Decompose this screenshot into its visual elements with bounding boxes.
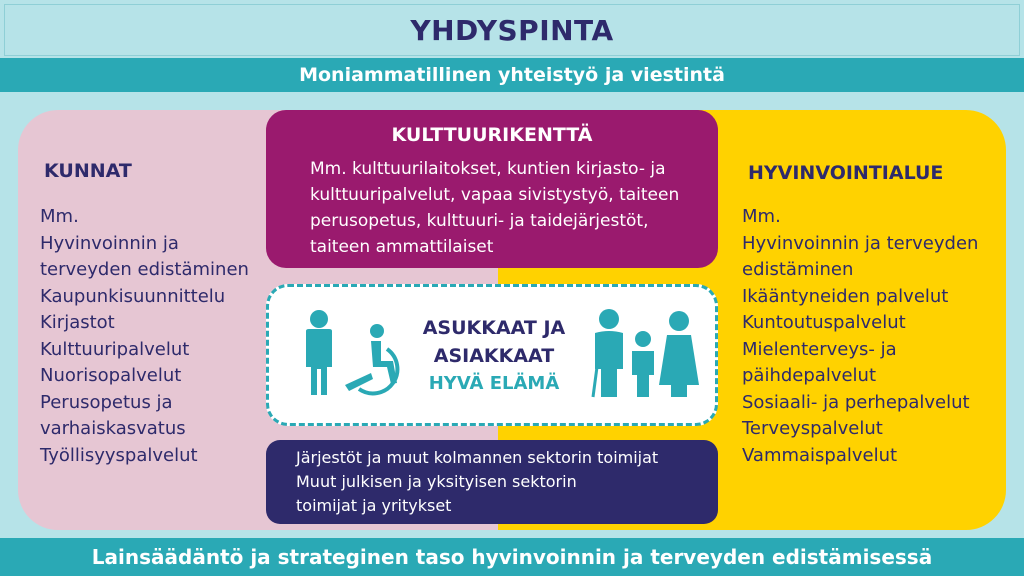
hyvinvointialue-item: Mielenterveys- ja: [742, 338, 897, 360]
jarjestot-box: [266, 440, 718, 524]
kunnat-item: varhaiskasvatus: [40, 418, 186, 439]
residents-line1: ASUKKAAT JA: [422, 317, 566, 339]
wheelchair-user-icon: [341, 323, 411, 397]
kunnat-title: KUNNAT: [44, 160, 132, 182]
good-life-label: HYVÄ ELÄMÄ: [428, 373, 560, 394]
hyvinvointialue-item: Mm.: [742, 206, 781, 227]
kunnat-item: Kulttuuripalvelut: [40, 338, 190, 360]
kunnat-item: Kaupunkisuunnittelu: [40, 285, 226, 307]
jarjestot-line: Järjestöt ja muut kolmannen sektorin toimijat: [296, 448, 659, 467]
bottom-band: Lainsäädäntö ja strateginen taso hyvinvoinnin ja terveyden edistämisessä: [0, 538, 1024, 576]
kunnat-item: Nuorisopalvelut: [40, 365, 182, 386]
hyvinvointialue-item: Terveyspalvelut: [742, 418, 883, 439]
kunnat-list: [40, 204, 249, 469]
hyvinvointialue-item: Hyvinvoinnin ja terveyden: [742, 232, 979, 254]
diagram-title: YHDYSPINTA: [410, 13, 614, 47]
kunnat-item: terveyden edistäminen: [40, 259, 249, 280]
hyvinvointialue-title: HYVINVOINTIALUE: [748, 162, 944, 184]
kulttuurikentta-line: taiteen ammattilaiset: [310, 237, 494, 257]
kunnat-item: Perusopetus ja: [40, 391, 173, 413]
kulttuurikentta-box: [266, 110, 718, 268]
jarjestot-line: toimijat ja yritykset: [296, 496, 452, 515]
hyvinvointialue-item: edistäminen: [742, 259, 854, 280]
hyvinvointialue-item: päihdepalvelut: [742, 365, 877, 386]
hyvinvointialue-item: Sosiaali- ja perhepalvelut: [742, 391, 970, 413]
hyvinvointialue-item: Vammaispalvelut: [742, 444, 898, 466]
residents-box: [266, 284, 718, 426]
kulttuurikentta-line: perusopetus, kulttuuri- ja taidejärjestöt,: [310, 211, 649, 231]
top-band: Moniammatillinen yhteistyö ja viestintä: [0, 58, 1024, 92]
hyvinvointialue-list: [742, 204, 978, 469]
kulttuurikentta-text: [310, 156, 710, 260]
kunnat-item: Mm.: [40, 206, 79, 227]
kunnat-item: Kirjastot: [40, 312, 115, 333]
jarjestot-text: [296, 446, 711, 518]
hyvinvointialue-item: Ikääntyneiden palvelut: [742, 285, 949, 307]
title-box: [4, 4, 1020, 56]
residents-line2: ASIAKKAAT: [433, 345, 555, 367]
jarjestot-line: Muut julkisen ja yksityisen sektorin: [296, 472, 577, 491]
kunnat-item: Hyvinvoinnin ja: [40, 232, 179, 254]
kulttuurikentta-line: kulttuuripalvelut, vapaa sivistystyö, taiteen: [310, 185, 680, 205]
kulttuurikentta-title: KULTTUURIKENTTÄ: [391, 124, 593, 146]
kulttuurikentta-line: Mm. kulttuurilaitokset, kuntien kirjasto- ja: [310, 159, 666, 179]
family-icon: [587, 309, 707, 399]
hyvinvointialue-item: Kuntoutuspalvelut: [742, 312, 906, 333]
kunnat-item: Työllisyyspalvelut: [40, 444, 198, 466]
